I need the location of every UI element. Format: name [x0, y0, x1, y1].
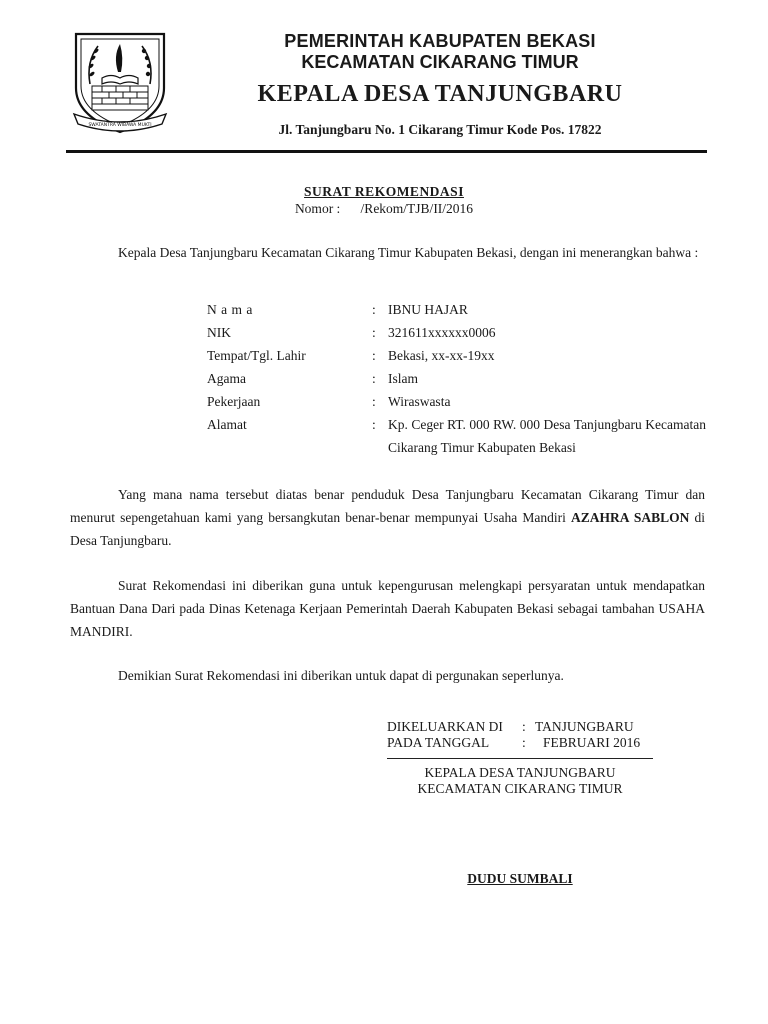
field-label: Alamat [207, 417, 247, 432]
field-value: 321611xxxxxx0006 [388, 325, 496, 340]
field-label: Agama [207, 371, 246, 386]
signer-position-2: KECAMATAN CIKARANG TIMUR [417, 781, 623, 796]
statement-text-end: di Desa Tanjungbaru. [70, 510, 705, 548]
opening-paragraph: Kepala Desa Tanjungbaru Kecamatan Cikarang Timur Kabupaten Bekasi, dengan ini menerangkan bahwa : [118, 245, 699, 260]
field-value: Bekasi, xx-xx-19xx [388, 348, 495, 363]
field-value: Wiraswasta [388, 394, 451, 409]
issued-date-colon: : [522, 735, 526, 750]
issued-date-value: FEBRUARI 2016 [543, 735, 641, 750]
statement-text: Yang mana nama tersebut diatas benar penduduk Desa Tanjungbaru Kecamatan Cikarang Timur dan menurut sepengetahuan kami yang bersangkutan benar-benar mempunyai Usaha Mandiri [70, 487, 705, 525]
letterhead-line-1: PEMERINTAH KABUPATEN BEKASI [284, 31, 596, 51]
issued-date-label: PADA TANGGAL [387, 735, 490, 750]
field-label: Pekerjaan [207, 394, 261, 409]
signer-position-1: KEPALA DESA TANJUNGBARU [424, 765, 616, 780]
field-row-address [207, 417, 707, 455]
closing-paragraph: Demikian Surat Rekomendasi ini diberikan untuk dapat di pergunakan seperlunya. [118, 668, 564, 683]
field-colon: : [372, 394, 376, 409]
signer-name: DUDU SUMBALI [467, 871, 573, 886]
emblem-motto: SWATANTRA WIBAWA MUKTI [88, 123, 152, 128]
letterhead-title: KEPALA DESA TANJUNGBARU [257, 81, 623, 107]
field-label: Tempat/Tgl. Lahir [207, 348, 306, 363]
issued-place-colon: : [522, 719, 526, 734]
field-colon: : [372, 417, 376, 432]
issued-place-value: TANJUNGBARU [535, 719, 634, 734]
field-colon: : [372, 302, 376, 317]
letterhead-line-2: KECAMATAN CIKARANG TIMUR [301, 52, 579, 72]
regency-emblem-logo [68, 28, 172, 140]
issued-place-label: DIKELUARKAN DI [387, 719, 503, 734]
field-colon: : [372, 325, 376, 340]
letter-title: SURAT REKOMENDASI [304, 184, 464, 199]
letterhead-address: Jl. Tanjungbaru No. 1 Cikarang Timur Kode Pos. 17822 [278, 122, 602, 137]
field-value: Islam [388, 371, 418, 386]
field-label: NIK [207, 325, 231, 340]
signature-divider [387, 758, 653, 759]
field-value: IBNU HAJAR [388, 302, 468, 317]
field-colon: : [372, 348, 376, 363]
letterhead-divider [66, 150, 707, 153]
field-value: Kp. Ceger RT. 000 RW. 000 Desa Tanjungbaru Kecamatan Cikarang Timur Kabupaten Bekasi [388, 417, 706, 455]
purpose-paragraph: Surat Rekomendasi ini diberikan guna untuk kepengurusan melengkapi persyaratan untuk mendapatkan Bantuan Dana Dari pada Dinas Ketenaga Kerjaan Pemerintah Daerah Kabupaten Bekasi sebagai tambahan USAHA MANDIRI. [70, 578, 705, 639]
field-colon: : [372, 371, 376, 386]
business-name: AZAHRA SABLON [570, 510, 690, 525]
letter-number: Nomor : /Rekom/TJB/II/2016 [294, 201, 474, 216]
field-label: N a m a [207, 302, 253, 317]
statement-paragraph [70, 483, 705, 552]
